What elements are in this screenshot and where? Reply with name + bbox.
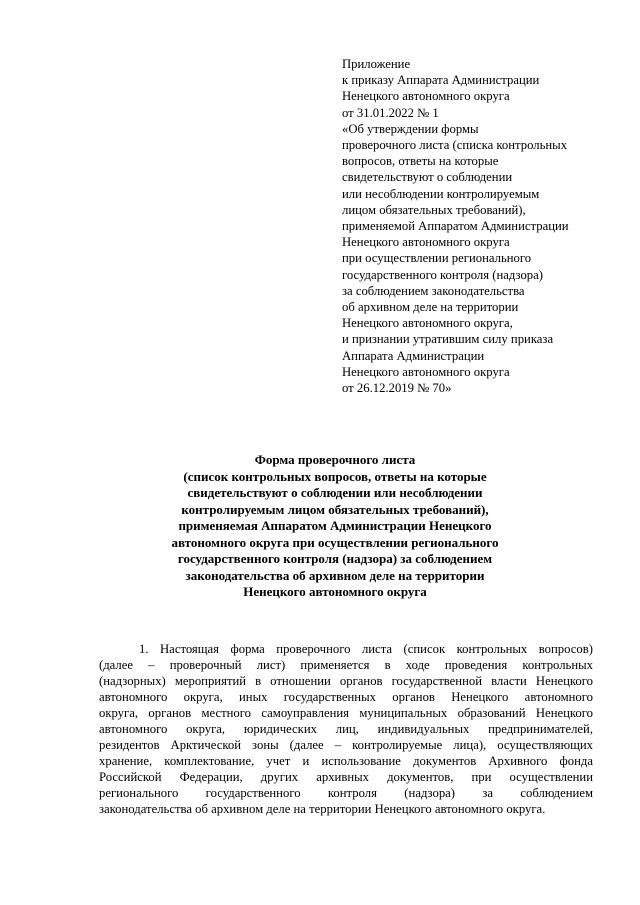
appendix-line: «Об утверждении формы (342, 121, 479, 136)
appendix-line: государственного контроля (надзора) (342, 267, 543, 282)
appendix-line: применяемой Аппаратом Администрации (342, 219, 569, 234)
form-title-line: Ненецкого автономного округа (243, 584, 427, 599)
paragraph-line: автономного округа, юридических лиц, индивидуальных предпринимателей, (99, 722, 593, 737)
paragraph-line: (далее – проверочный лист) применяется в ходе проведения контрольных (99, 658, 593, 673)
form-title-line: государственного контроля (надзора) за соблюдением (177, 551, 493, 566)
paragraph-line: 1. Настоящая форма проверочного листа (список контрольных вопросов) (139, 642, 593, 656)
appendix-line: Ненецкого автономного округа (342, 235, 510, 250)
appendix-line: об архивном деле на территории (342, 300, 519, 315)
paragraph-line: законодательства об архивном деле на территории Ненецкого автономного округа. (99, 802, 546, 817)
paragraph-line: резидентов Арктической зоны (далее – контролируемые лица), осуществляющих (99, 738, 593, 753)
appendix-line: вопросов, ответы на которые (342, 154, 499, 169)
appendix-line: и признании утратившим силу приказа (342, 332, 554, 347)
paragraph-line: хранение, комплектование, учет и использование документов Архивного фонда (99, 754, 593, 769)
appendix-line: Ненецкого автономного округа (342, 364, 510, 379)
appendix-line: Приложение (342, 57, 411, 71)
appendix-line: при осуществлении регионального (342, 251, 532, 266)
form-title-line: (список контрольных вопросов, ответы на которые (183, 468, 487, 484)
paragraph-line: регионального государственного контроля (надзора) за соблюдением (99, 786, 593, 801)
paragraph-line: округа, органов местного самоуправления муниципальных образований Ненецкого (99, 706, 593, 721)
paragraph-line: автономного округа, иных государственных органов Ненецкого автономного (99, 690, 593, 705)
paragraph-line: (надзорных) мероприятий в отношении органов государственной власти Ненецкого (99, 674, 593, 689)
appendix-line: за соблюдением законодательства (342, 283, 525, 298)
paragraph-1 (99, 641, 593, 818)
appendix-line: свидетельствуют о соблюдении (342, 170, 513, 185)
appendix-header (342, 56, 632, 396)
appendix-line: от 26.12.2019 № 70» (342, 381, 452, 396)
appendix-line: Аппарата Администрации (342, 348, 485, 363)
form-title-line: свидетельствуют о соблюдении или несоблюдении (187, 485, 483, 500)
appendix-line: Ненецкого автономного округа (342, 89, 510, 104)
appendix-line: от 31.01.2022 № 1 (342, 105, 439, 120)
appendix-line: или несоблюдении контролируемым (342, 186, 540, 201)
form-title-line: законодательства об архивном деле на территории (185, 567, 485, 583)
form-title-line: контролируемым лицом обязательных требований), (181, 501, 489, 517)
form-title (100, 452, 570, 601)
appendix-line: лицом обязательных требований), (342, 202, 526, 217)
form-title-line: Форма проверочного листа (254, 452, 416, 467)
appendix-line: к приказу Аппарата Администрации (342, 73, 540, 88)
form-title-line: применяемая Аппаратом Администрации Ненецкого (178, 518, 492, 533)
paragraph-line: Российской Федерации, других архивных документов, при осуществлении (99, 770, 593, 785)
appendix-line: проверочного листа (списка контрольных (342, 138, 568, 153)
form-title-line: автономного округа при осуществлении регионального (171, 534, 499, 550)
appendix-line: Ненецкого автономного округа, (342, 316, 513, 331)
